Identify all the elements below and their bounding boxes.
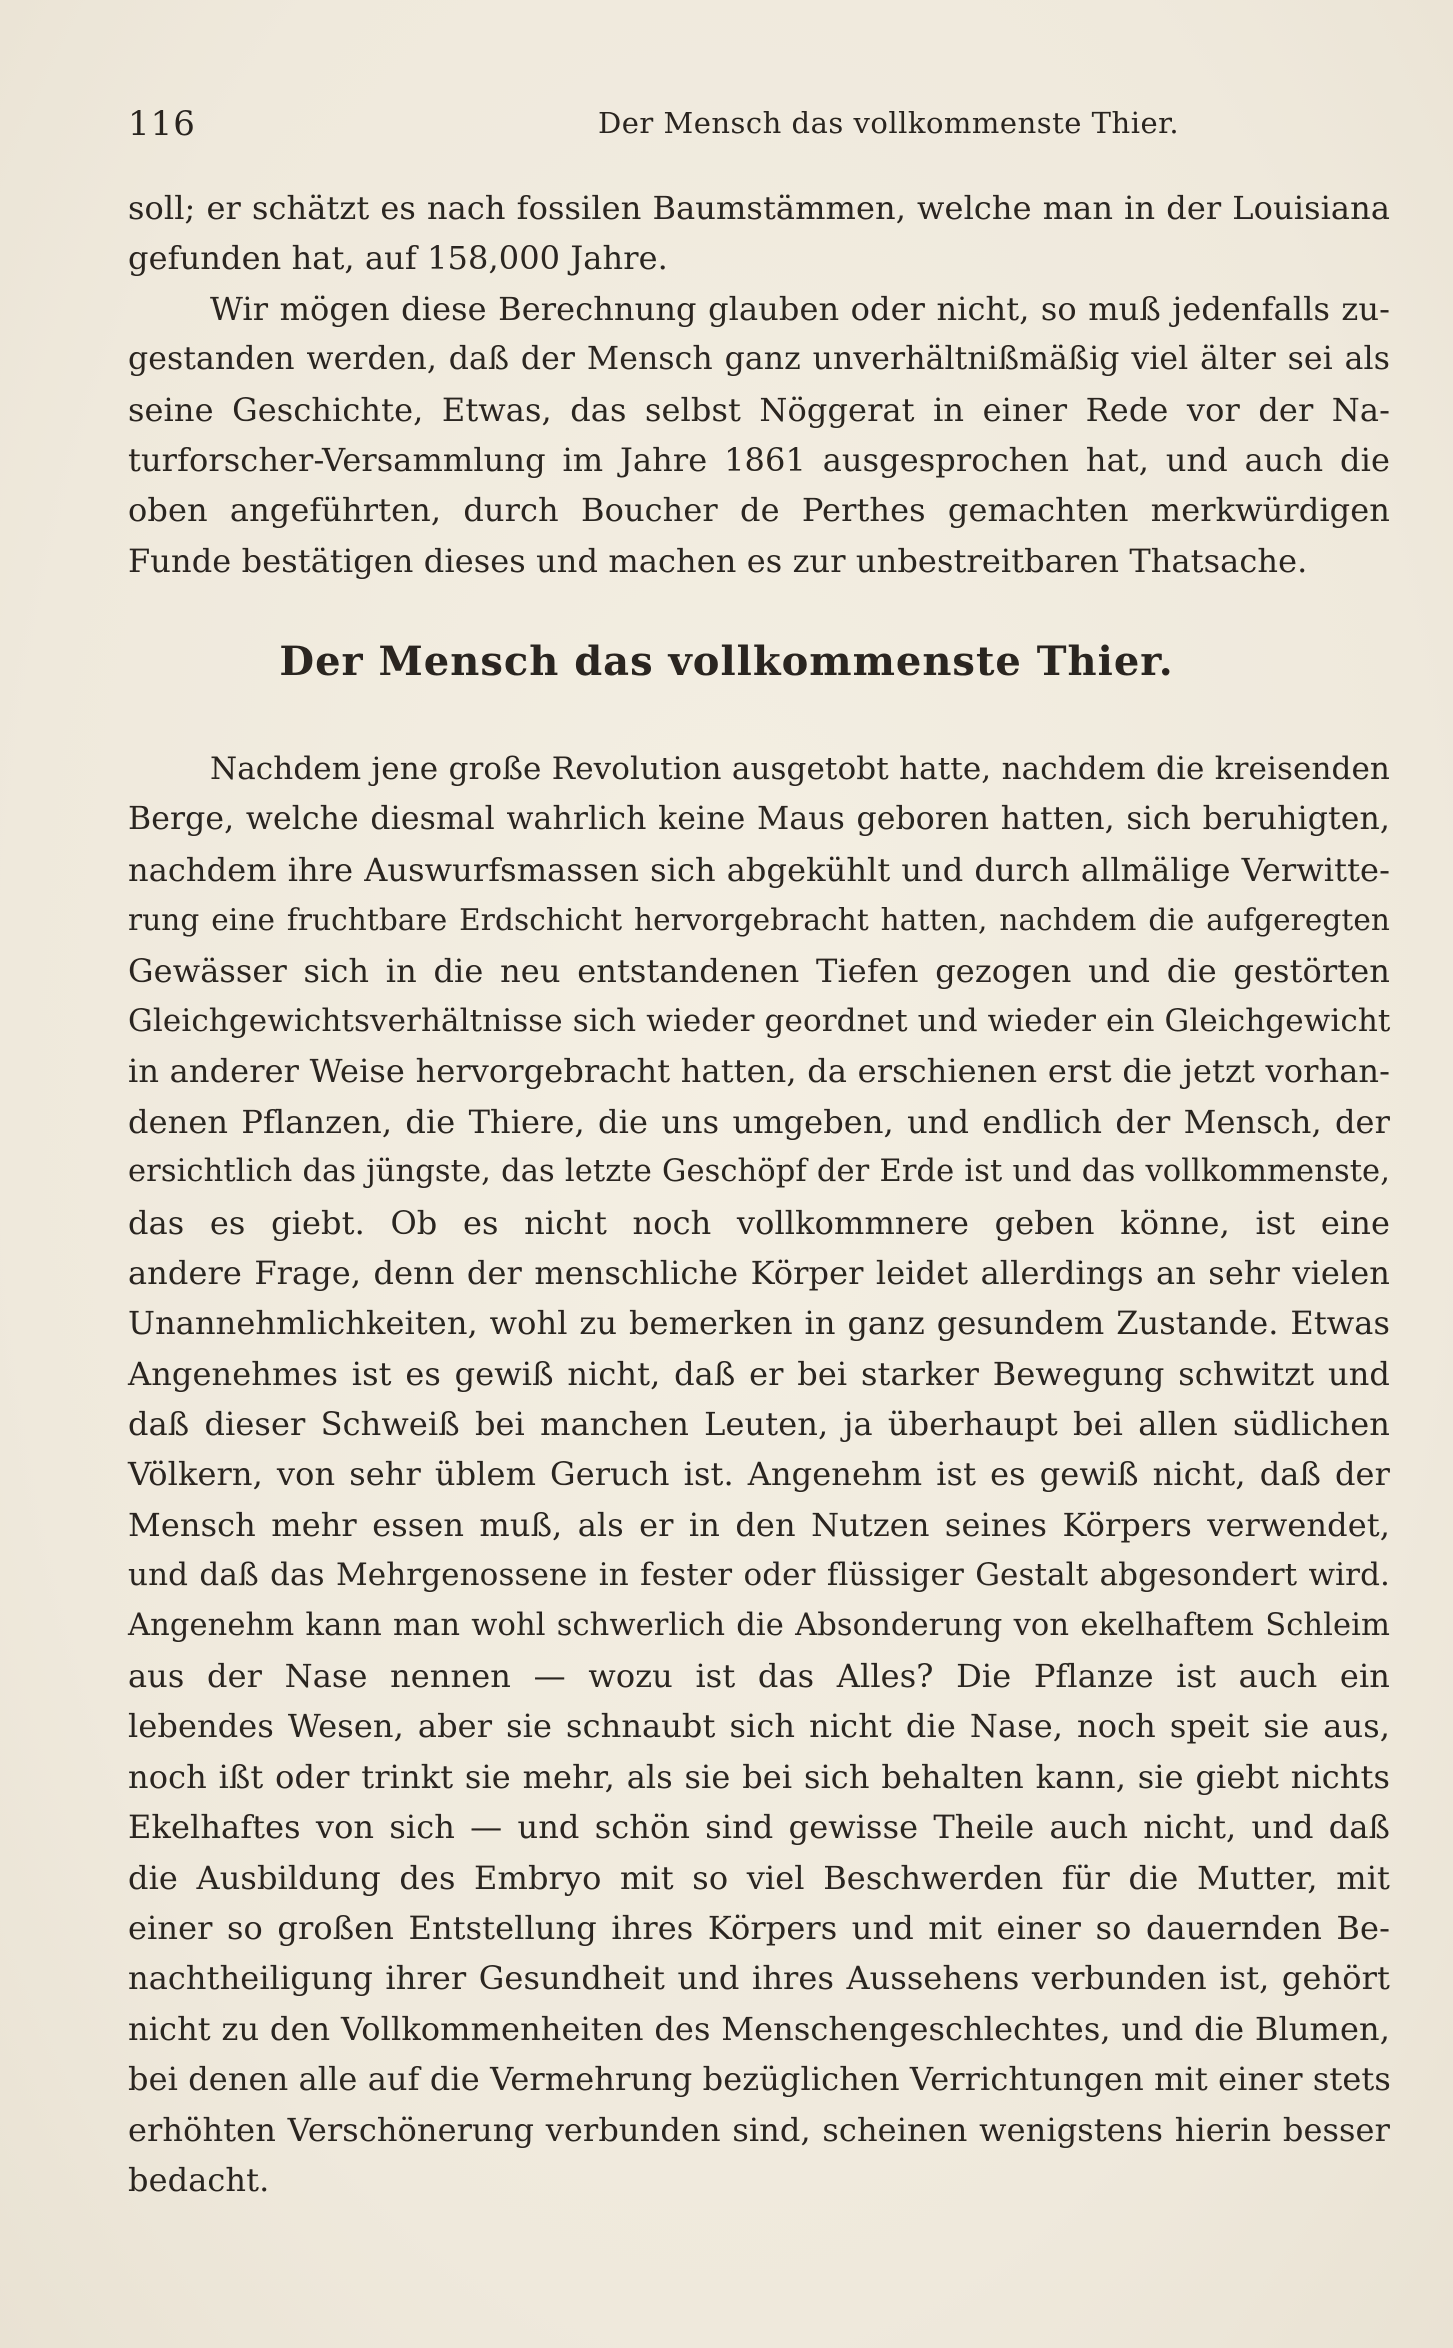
text-line: aus der Nase nennen — wozu ist das Alles? Die Pflanze ist auch ein: [128, 1657, 1390, 1696]
text-line: das es giebt. Ob es nicht noch vollkommnere geben könne, ist eine: [128, 1203, 1390, 1242]
page-header: [128, 100, 1388, 150]
page-number: 116: [128, 104, 196, 144]
text-line: nachdem ihre Auswurfsmassen sich abgekühlt und durch allmälige Verwitte-: [128, 850, 1390, 889]
text-line: Mensch mehr essen muß, als er in den Nutzen seines Körpers verwendet,: [128, 1505, 1390, 1544]
text-line: seine Geschichte, Etwas, das selbst Nöggerat in einer Rede vor der Na-: [128, 390, 1390, 429]
text-line: denen Pflanzen, die Thiere, die uns umgeben, und endlich der Mensch, der: [128, 1102, 1390, 1141]
text-line: noch ißt oder trinkt sie mehr, als sie bei sich behalten kann, sie giebt nichts: [128, 1757, 1390, 1796]
text-line: gestanden werden, daß der Mensch ganz unverhältnißmäßig viel älter sei als: [128, 341, 1390, 378]
text-line: Gleichgewichtsverhältnisse sich wieder geordnet und wieder ein Gleichgewicht: [128, 1002, 1391, 1039]
text-line: Berge, welche diesmal wahrlich keine Maus geboren hatten, sich beruhigten,: [128, 801, 1390, 838]
text-line: lebendes Wesen, aber sie schnaubt sich nicht die Nase, noch speit sie aus,: [128, 1707, 1390, 1746]
running-head: Der Mensch das vollkommenste Thier.: [598, 106, 1180, 140]
text-line: und daß das Mehrgenossene in fester oder flüssiger Gestalt abgesondert wird.: [128, 1557, 1390, 1594]
text-line: ersichtlich das jüngste, das letzte Geschöpf der Erde ist und das vollkommenste,: [128, 1154, 1390, 1190]
text-line: oben angeführten, durch Boucher de Perthes gemachten merkwürdigen: [128, 491, 1390, 530]
text-line: bedacht.: [128, 2160, 270, 2199]
text-line: Angenehm kann man wohl schwerlich die Absonderung von ekelhaftem Schleim: [128, 1607, 1390, 1643]
text-line: Ekelhaftes von sich — und schön sind gewisse Theile auch nicht, und daß: [128, 1808, 1390, 1847]
text-line: erhöhten Verschönerung verbunden sind, scheinen wenigstens hierin besser: [128, 2110, 1390, 2149]
text-line: nicht zu den Vollkommenheiten des Menschengeschlechtes, und die Blumen,: [128, 2009, 1390, 2048]
text-line: Wir mögen diese Berechnung glauben oder nicht, so muß jedenfalls zu-: [210, 289, 1390, 328]
text-line: bei denen alle auf die Vermehrung bezüglichen Verrichtungen mit einer stets: [128, 2060, 1391, 2099]
text-line: daß dieser Schweiß bei manchen Leuten, ja überhaupt bei allen südlichen: [128, 1405, 1390, 1444]
text-line: Angenehmes ist es gewiß nicht, daß er bei starker Bewegung schwitzt und: [128, 1354, 1390, 1393]
text-line: gefunden hat, auf 158,000 Jahre.: [128, 239, 668, 278]
text-line: nachtheiligung ihrer Gesundheit und ihres Aussehens verbunden ist, gehört: [128, 1959, 1390, 1998]
text-line: die Ausbildung des Embryo mit so viel Beschwerden für die Mutter, mit: [128, 1858, 1390, 1897]
text-line: Funde bestätigen dieses und machen es zur unbestreitbaren Thatsache.: [128, 541, 1308, 580]
text-line: in anderer Weise hervorgebracht hatten, da erschienen erst die jetzt vorhan-: [128, 1052, 1390, 1091]
text-line: Gewässer sich in die neu entstandenen Tiefen gezogen und die gestörten: [128, 951, 1390, 990]
text-line: rung eine fruchtbare Erdschicht hervorgebracht hatten, nachdem die aufgeregten: [128, 903, 1390, 938]
paragraph-continued: [128, 183, 1390, 586]
text-line: Völkern, von sehr üblem Geruch ist. Angenehm ist es gewiß nicht, daß der: [128, 1455, 1390, 1494]
section-heading: Der Mensch das vollkommenste Thier.: [279, 638, 1174, 685]
text-line: Unannehmlichkeiten, wohl zu bemerken in ganz gesundem Zustande. Etwas: [128, 1304, 1390, 1343]
paragraph-main: [128, 744, 1390, 2205]
text-line: Nachdem jene große Revolution ausgetobt hatte, nachdem die kreisenden: [210, 751, 1390, 787]
text-line: turforscher-Versammlung im Jahre 1861 ausgesprochen hat, und auch die: [128, 440, 1390, 479]
text-line: andere Frage, denn der menschliche Körper leidet allerdings an sehr vielen: [128, 1253, 1390, 1292]
text-line: einer so großen Entstellung ihres Körpers und mit einer so dauernden Be-: [128, 1908, 1390, 1947]
text-line: soll; er schätzt es nach fossilen Baumstämmen, welche man in der Louisiana: [128, 189, 1390, 227]
